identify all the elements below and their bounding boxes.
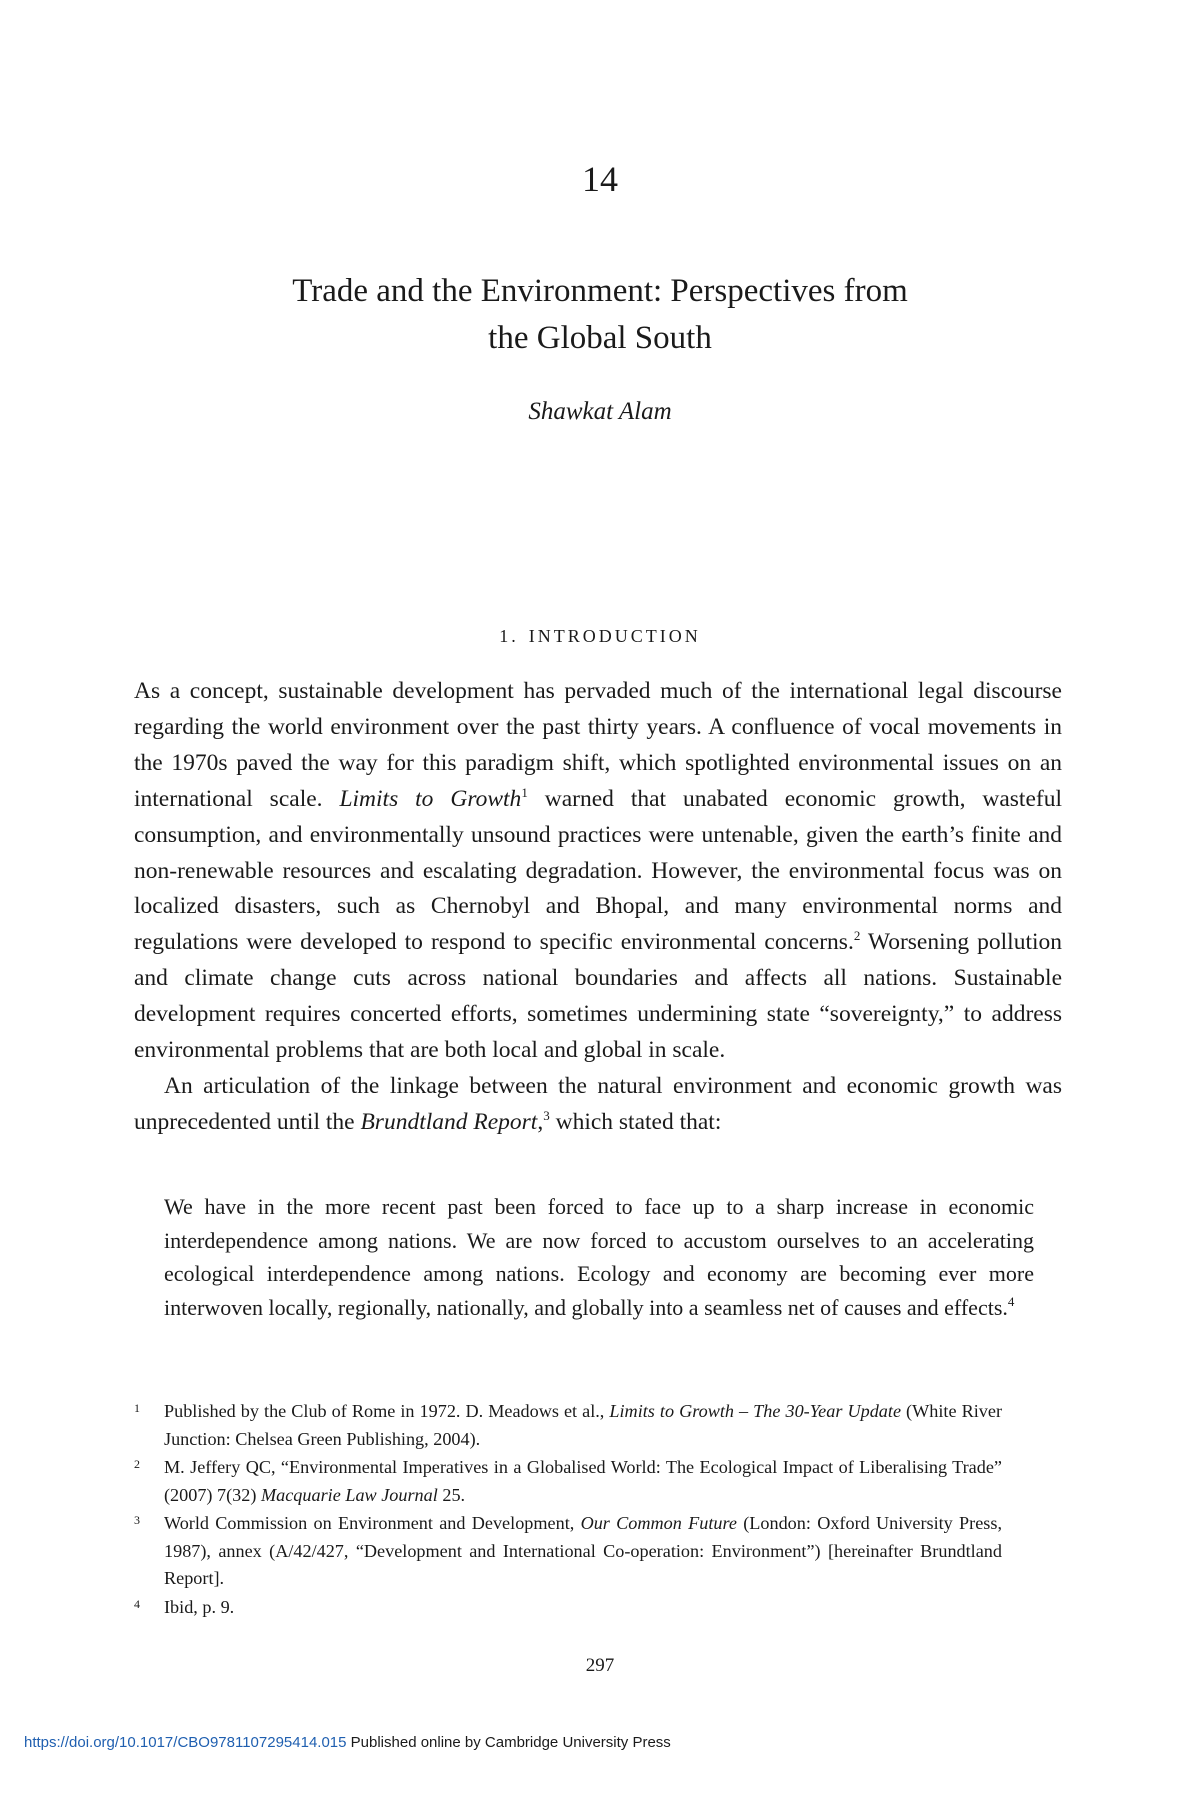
footnotes: [134, 1398, 1002, 1622]
paragraph-1-text-c: Worsening pollution and climate change cuts across national boundaries and affects all nations. Sustainable development requires concerted efforts, sometimes undermining state “sovereignty,” to address environmental problems that are both local and global in scale.: [134, 929, 1063, 1064]
doi-link[interactable]: https://doi.org/10.1017/CBO9781107295414.015: [24, 1734, 347, 1751]
chapter-author: Shawkat Alam: [528, 398, 672, 425]
footnote-ref-2[interactable]: 2: [853, 928, 861, 944]
page-number: 297: [585, 1655, 615, 1676]
source-line: [24, 1734, 671, 1751]
chapter-title-line-1: Trade and the Environment: Perspectives from: [292, 273, 908, 309]
block-quote: [164, 1190, 1034, 1324]
paragraph-2: An articulation of the linkage between the natural environment and economic growth was unprecedented until the Brundtland Report,$^3$ which stated that:: [134, 1072, 1062, 1135]
chapter-title: [200, 268, 1000, 362]
paragraph-2-text-b: which stated that:: [549, 1108, 722, 1135]
footnote-2: 2 M. Jeffery QC, “Environmental Imperatives in a Globalised World: The Ecological Impact of Liberalising Trade” (2007) 7(32) Macquarie Law Journal 25.: [134, 1454, 1002, 1509]
footnote-number: 1: [134, 1401, 140, 1415]
paragraph-1-book-title: Limits to Growth: [339, 785, 522, 812]
publisher-text: Published online by Cambridge University Press: [346, 1734, 671, 1751]
footnote-number: 3: [134, 1513, 140, 1527]
footnote-number: 4: [134, 1596, 140, 1611]
footnote-ref-3[interactable]: 3: [543, 1107, 550, 1123]
footnote-3: 3 World Commission on Environment and Development, Our Common Future (London: Oxford University Press, 1987), annex (A/42/427, “Development and International Co-operation: Environment”) [hereinafter Brundtland Report].: [134, 1510, 1002, 1593]
footnote-ref-4[interactable]: 4: [1007, 1293, 1015, 1309]
chapter-title-line-2: the Global South: [488, 320, 712, 356]
paragraph-1-text-a: As a concept, sustainable development has pervaded much of the international legal discourse regarding the world environment over the past thirty years. A confluence of vocal movements in the 1970s paved the way for this paradigm shift, which spotlighted environmental issues on an international scale.: [134, 678, 1062, 812]
paragraph-1-text-b: warned that unabated economic growth, wasteful consumption, and environmentally unsound practices were untenable, given the earth’s finite and non-renewable resources and escalating degradation. However, the environmental focus was on localized disasters, such as Chernobyl and Bhopal, and many environmental norms and regulations were developed to respond to specific environmental concerns.: [134, 785, 1062, 956]
footnote-1: 1 Published by the Club of Rome in 1972. D. Meadows et al., Limits to Growth – The 30-Year Update (White River Junction: Chelsea Green Publishing, 2004).: [134, 1398, 1002, 1453]
paragraph-2-text-a: An articulation of the linkage between the natural environment and economic growth was unprecedented until the: [134, 1072, 1062, 1135]
paragraph-2-report-title: Brundtland Report: [360, 1108, 538, 1135]
section-title: INTRODUCTION: [528, 626, 701, 646]
footnote-number: 2: [134, 1457, 140, 1471]
section-heading: [0, 626, 1200, 647]
section-number: 1.: [499, 626, 519, 646]
chapter-number: 14: [582, 159, 618, 199]
block-quote-text: We have in the more recent past been forced to face up to a sharp increase in economic interdependence among nations. We are now forced to accustom ourselves to an accelerating ecological interdependence among nations. Ecology and economy are becoming ever more interwoven locally, regionally, nationally, and globally into a seamless net of causes and effects.: [164, 1194, 1034, 1320]
footnote-4: 4 Ibid, p. 9.: [134, 1594, 1002, 1622]
paragraph-1: [134, 674, 1062, 1069]
footnote-ref-1[interactable]: 1: [521, 784, 528, 800]
body-text: [134, 674, 1062, 1141]
